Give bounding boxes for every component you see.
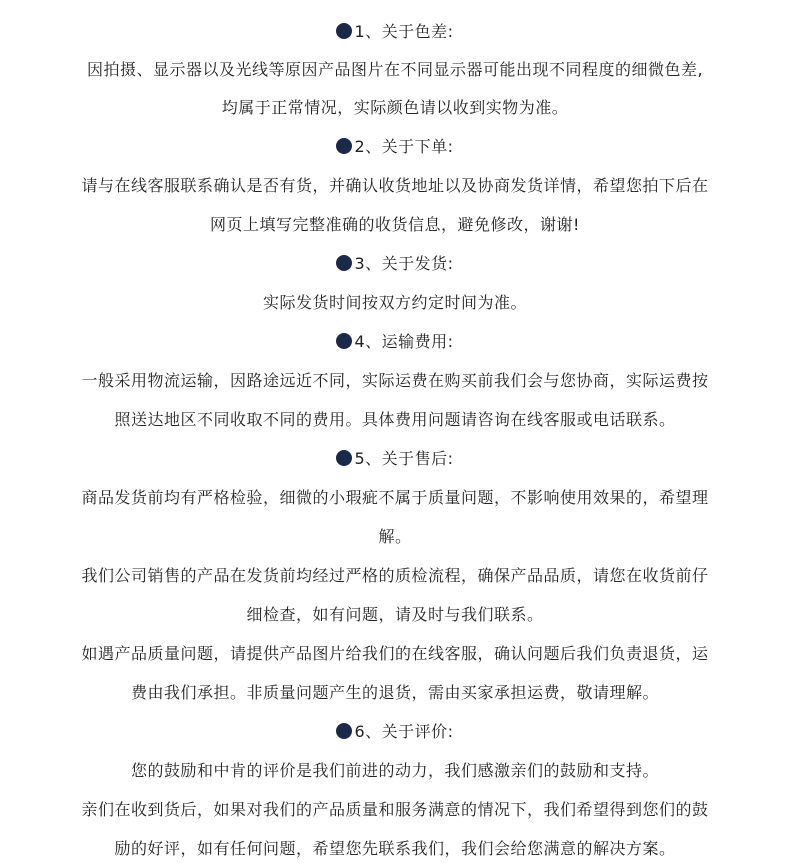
section-3-line-1: 实际发货时间按双方约定时间为准。 — [262, 293, 527, 312]
bullet-dot-icon — [336, 138, 352, 154]
section-3-heading: 3、关于发货: — [0, 252, 790, 276]
bullet-dot-icon — [336, 450, 352, 466]
section-4-line-1: 一般采用物流运输，因路途远近不同，实际运费在购买前我们会与您协商，实际运费按 — [81, 371, 709, 390]
section-5-line-1: 商品发货前均有严格检验，细微的小瑕疵不属于质量问题，不影响使用效果的，希望理 — [81, 488, 709, 507]
section-6-line-2: 亲们在收到货后，如果对我们的产品质量和服务满意的情况下，我们希望得到您们的鼓 — [81, 800, 709, 819]
section-1-heading: 1、关于色差: — [0, 20, 790, 44]
section-1-line-1: 因拍摄、显示器以及光线等原因产品图片在不同显示器可能出现不同程度的细微色差, — [86, 60, 704, 79]
section-2-heading: 2、关于下单: — [0, 135, 790, 159]
bullet-dot-icon — [336, 333, 352, 349]
section-2-line-2: 网页上填写完整准确的收货信息，避免修改，谢谢! — [210, 215, 580, 234]
bullet-dot-icon — [336, 723, 352, 739]
bullet-dot-icon — [336, 23, 352, 39]
bullet-dot-icon — [336, 255, 352, 271]
section-4-line-2: 照送达地区不同收取不同的费用。具体费用问题请咨询在线客服或电话联系。 — [114, 410, 676, 429]
section-6-line-1: 您的鼓励和中肯的评价是我们前进的动力，我们感激亲们的鼓励和支持。 — [130, 761, 659, 780]
section-5-line-2: 解。 — [378, 527, 412, 546]
section-5-line-6: 费由我们承担。非质量问题产生的退货，需由买家承担运费，敬请理解。 — [130, 683, 659, 702]
section-5-line-4: 细检查，如有问题，请及时与我们联系。 — [246, 605, 544, 624]
section-5-line-5: 如遇产品质量问题，请提供产品图片给我们的在线客服，确认问题后我们负责退货，运 — [81, 644, 709, 663]
section-5-line-3: 我们公司销售的产品在发货前均经过严格的质检流程，确保产品品质，请您在收货前仔 — [81, 566, 709, 585]
section-2-line-1: 请与在线客服联系确认是否有货，并确认收货地址以及协商发货详情，希望您拍下后在 — [81, 176, 709, 195]
section-6-heading: 6、关于评价: — [0, 720, 790, 744]
section-6-line-3: 励的好评，如有任何问题，希望您先联系我们，我们会给您满意的解决方案。 — [114, 839, 676, 858]
section-5-heading: 5、关于售后: — [0, 447, 790, 471]
section-4-heading: 4、运输费用: — [0, 330, 790, 354]
section-1-line-2: 均属于正常情况，实际颜色请以收到实物为准。 — [221, 98, 569, 117]
